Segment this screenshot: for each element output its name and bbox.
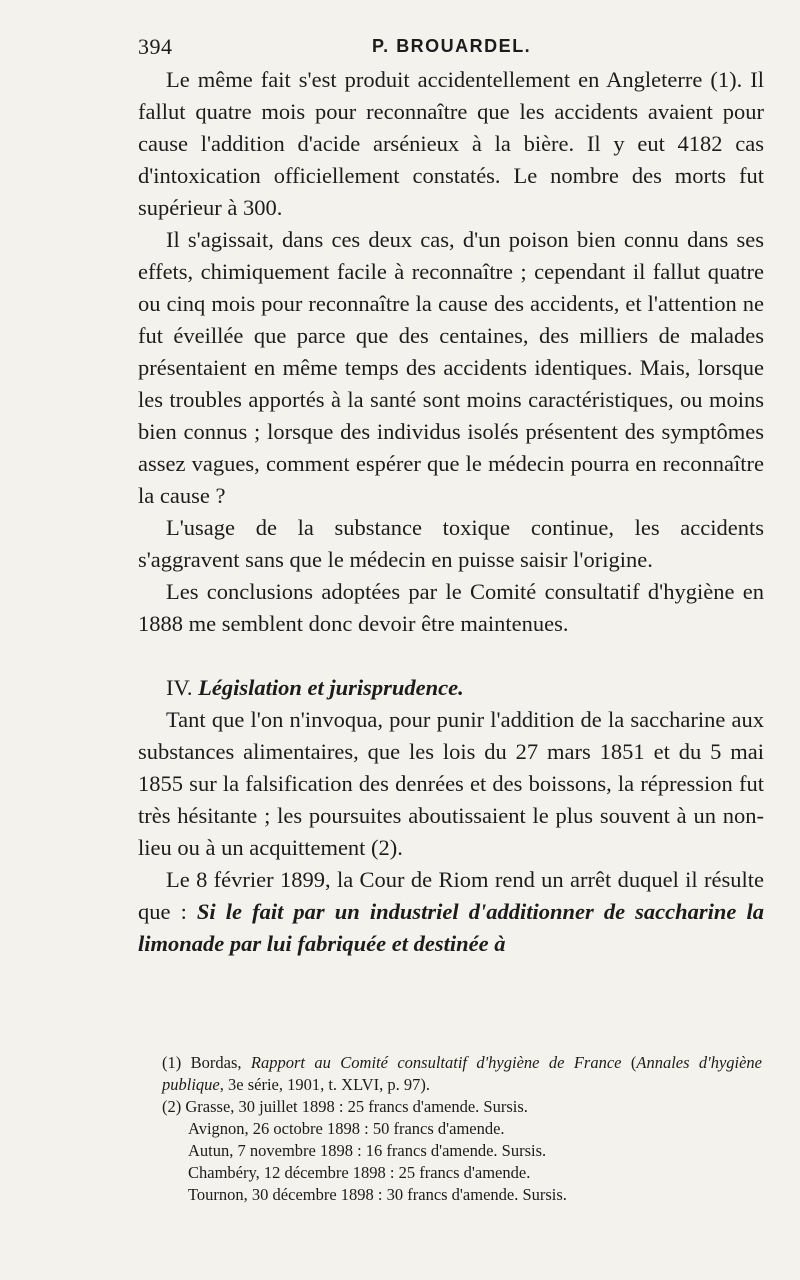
paragraph: Il s'agissait, dans ces deux cas, d'un poison bien connu dans ses effets, chimiquement facile à reconnaître ; cependant il fallut quatre ou cinq mois pour reconnaître la cause des accidents, et l'attention ne fut éveillée que parce que des centaines, des milliers de malades présentaient en même temps des accidents identiques. Mais, lorsque les troubles apportés à la santé sont moins caractéristiques, ou moins bien connus ; lorsque des individus isolés présentent des symptômes assez vagues, comment espérer que le médecin pourra en reconnaître la cause ?: [138, 227, 764, 508]
page-header: [138, 34, 740, 64]
page-number: 394: [138, 34, 173, 59]
main-text: [138, 64, 764, 960]
footnotes: [162, 1052, 762, 1206]
section-heading: [138, 672, 764, 704]
ruling-quote: Si le fait par un industriel d'additionner de saccharine la limonade par lui fabriquée et destinée à: [138, 899, 764, 956]
section-title: Législation et jurisprudence.: [198, 675, 464, 700]
footnote-2-line: (2) Grasse, 30 juillet 1898 : 25 francs d'amende. Sursis.: [162, 1097, 528, 1116]
paragraph: Le même fait s'est produit accidentellement en Angleterre (1). Il fallut quatre mois pour reconnaître que les accidents avaient pour cause l'addition d'acide arsénieux à la bière. Il y eut 4182 cas d'intoxication officiellement constatés. Le nombre des morts fut supérieur à 300.: [138, 67, 764, 220]
paragraph: L'usage de la substance toxique continue, les accidents s'aggravent sans que le médecin en puisse saisir l'origine.: [138, 515, 764, 572]
footnote-2-line: Avignon, 26 octobre 1898 : 50 francs d'amende.: [188, 1119, 505, 1138]
footnote-1-title: Rapport au Comité consultatif d'hygiène de France: [250, 1053, 622, 1072]
footnote-2-line: Autun, 7 novembre 1898 : 16 francs d'amende. Sursis.: [188, 1141, 547, 1160]
section-number: IV.: [166, 675, 193, 700]
footnote-1-details: , 3e série, 1901, t. XLVI, p. 97).: [219, 1075, 430, 1094]
footnote-1-journal: Annales d'hygiène publique: [162, 1053, 763, 1094]
paragraph: Les conclusions adoptées par le Comité consultatif d'hygiène en 1888 me semblent donc devoir être maintenues.: [138, 579, 764, 636]
footnote-1: [162, 1052, 762, 1096]
running-head: P. BROUARDEL.: [372, 36, 532, 56]
footnote-2-line: Chambéry, 12 décembre 1898 : 25 francs d'amende.: [188, 1163, 531, 1182]
ruling-paragraph: [138, 864, 764, 960]
footnote-1-author: (1) Bordas,: [162, 1053, 251, 1072]
section-gap: [138, 640, 764, 672]
ruling-intro: Le 8 février 1899, la Cour de Riom rend un arrêt duquel il résulte que :: [138, 867, 764, 924]
footnote-2-line: Tournon, 30 décembre 1898 : 30 francs d'amende. Sursis.: [188, 1185, 567, 1204]
footnote-1-paren: (: [621, 1053, 637, 1072]
paragraph: Tant que l'on n'invoqua, pour punir l'addition de la saccharine aux substances alimentaires, que les lois du 27 mars 1851 et du 5 mai 1855 sur la falsification des denrées et des boissons, la répression fut très hésitante ; les poursuites aboutissaient le plus souvent à un non-lieu ou à un acquittement (2).: [138, 707, 764, 860]
